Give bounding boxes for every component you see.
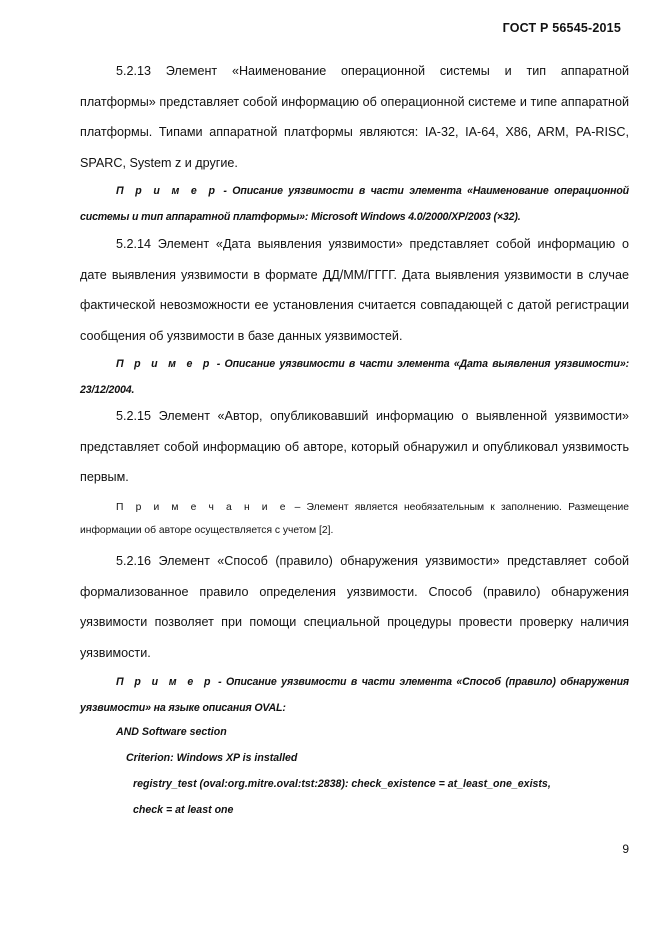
paragraph-5-2-13: 5.2.13 Элемент «Наименование операционной системы и тип аппаратной платформы» представляет собой информацию об операционной системе и типе аппаратной платформы. Типами аппаратной платформы являются: IA-32, IA-64, X86, ARM, PA-RISC, SPARC, System z и другие. <box>80 64 629 170</box>
example-os-platform <box>80 178 629 230</box>
example-detection-date <box>80 351 629 403</box>
example-text: - Описание уязвимости в части элемента «Способ (правило) обнаружения уязвимости» на языке описания OVAL: <box>80 676 629 714</box>
page-number: 9 <box>622 842 629 856</box>
code-line-4: check = at least one <box>133 804 234 816</box>
example-detection-rule <box>80 669 629 721</box>
code-line-3: registry_test (oval:org.mitre.oval:tst:2838): check_existence = at_least_one_exists, <box>133 778 551 790</box>
example-label: П р и м е р <box>116 676 214 688</box>
paragraph-5-2-16: 5.2.16 Элемент «Способ (правило) обнаружения уязвимости» представляет собой формализованное правило определения уязвимости. Способ (правило) обнаружения уязвимости позволяет при помощи специальной процедуры провести проверку наличия уязвимости. <box>80 554 629 660</box>
paragraph-5-2-15: 5.2.15 Элемент «Автор, опубликовавший информацию о выявленной уязвимости» представляет собой информацию об авторе, который обнаружил и опубликовал уязвимость первым. <box>80 409 629 484</box>
note-label: П р и м е ч а н и е <box>116 502 289 513</box>
code-line-1: AND Software section <box>116 726 227 738</box>
standard-header: ГОСТ Р 56545-2015 <box>502 21 621 35</box>
note-text: – Элемент является необязательным к заполнению. Размещение информации об авторе осуществляется с учетом [2]. <box>80 502 629 536</box>
note-author <box>80 496 629 542</box>
example-label: П р и м е р <box>116 185 218 197</box>
code-line-2: Criterion: Windows XP is installed <box>126 752 298 764</box>
example-text: - Описание уязвимости в части элемента «Дата выявления уязвимости»: 23/12/2004. <box>80 358 629 396</box>
example-label: П р и м е р <box>116 358 213 370</box>
example-text: - Описание уязвимости в части элемента «Наименование операционной системы и тип аппаратной платформы»: Microsoft Windows 4.0/2000/XP/2003 (×32). <box>80 185 629 223</box>
paragraph-5-2-14: 5.2.14 Элемент «Дата выявления уязвимости» представляет собой информацию о дате выявления уязвимости в формате ДД/ММ/ГГГГ. Дата выявления уязвимости в случае фактической невозможности ее установления считается совпадающей с датой регистрации сообщения об уязвимости в базе данных уязвимостей. <box>80 237 629 343</box>
